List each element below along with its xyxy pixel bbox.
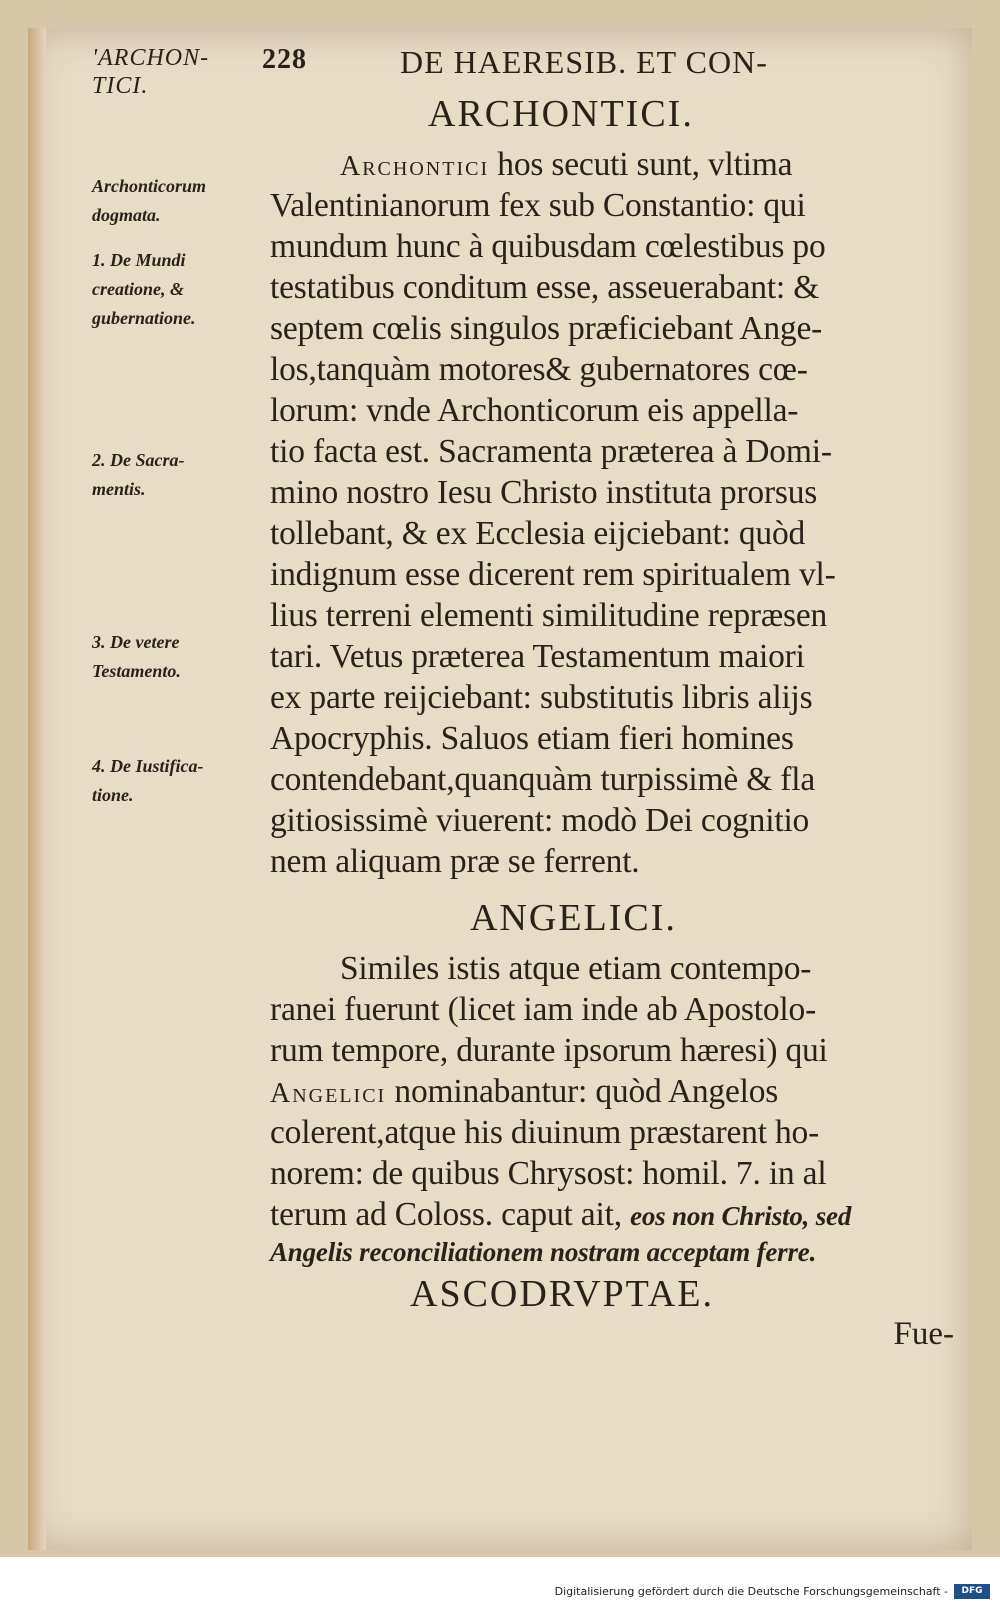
catchword: Fue- bbox=[893, 1316, 954, 1352]
margin-title: 'ARCHON- TICI. bbox=[92, 45, 210, 99]
marginal-line: creatione, & bbox=[92, 279, 184, 299]
marginal-line: gubernatione. bbox=[92, 308, 196, 328]
text-line bbox=[340, 146, 792, 184]
section-title-angelici: ANGELICI. bbox=[470, 897, 677, 939]
footer-bar bbox=[0, 1557, 1000, 1605]
italic-quote-line: Angelis reconciliationem nostram acceptam ferre. bbox=[270, 1237, 817, 1267]
text-line: lorum: vnde Archonticorum eis appella- bbox=[270, 392, 799, 429]
text-line bbox=[270, 1073, 778, 1111]
dfg-logo: DFG bbox=[954, 1584, 990, 1599]
text-line: ex parte reijciebant: substitutis libris alijs bbox=[270, 679, 813, 716]
text-line: colerent,atque his diuinum præstarent ho- bbox=[270, 1114, 820, 1151]
text-line: gitiosissimè viuerent: modò Dei cognitio bbox=[270, 802, 810, 839]
text-line: septem cœlis singulos præficiebant Ange- bbox=[270, 310, 823, 347]
text-line: indignum esse dicerent rem spiritualem vl- bbox=[270, 556, 836, 593]
section-title-ascodruptae: ASCODRVPTAE. bbox=[410, 1273, 715, 1315]
text-line: norem: de quibus Chrysost: homil. 7. in al bbox=[270, 1155, 827, 1192]
marginal-note bbox=[92, 752, 204, 810]
text-line: nem aliquam præ se ferrent. bbox=[270, 843, 640, 880]
smallcaps-lead: Archontici bbox=[340, 151, 490, 182]
section-title-archontici: ARCHONTICI. bbox=[428, 93, 694, 135]
text-line: mino nostro Iesu Christo instituta prorsus bbox=[270, 474, 818, 511]
marginal-line: 1. De Mundi bbox=[92, 250, 186, 270]
marginal-line: Testamento. bbox=[92, 661, 181, 681]
text-line: lius terreni elementi similitudine repræsen bbox=[270, 597, 828, 634]
text-line: Apocryphis. Saluos etiam fieri homines bbox=[270, 720, 794, 757]
smallcaps-lead: Angelici bbox=[270, 1078, 387, 1109]
text-line: tollebant, & ex Ecclesia eijciebant: quòd bbox=[270, 515, 806, 552]
text-line: rum tempore, durante ipsorum hæresi) qui bbox=[270, 1032, 828, 1069]
text-line: Similes istis atque etiam contempo- bbox=[340, 950, 812, 987]
funding-credit: Digitalisierung gefördert durch die Deutsche Forschungsgemeinschaft - bbox=[554, 1585, 948, 1598]
text-line: Valentinianorum fex sub Constantio: qui bbox=[270, 187, 806, 224]
marginal-line: dogmata. bbox=[92, 205, 161, 225]
marginal-note bbox=[92, 246, 196, 333]
marginal-line: 3. De vetere bbox=[92, 632, 180, 652]
text-line: ranei fuerunt (licet iam inde ab Apostolo- bbox=[270, 991, 817, 1028]
text-span: terum ad Coloss. caput ait, bbox=[270, 1196, 622, 1233]
text-line: mundum hunc à quibusdam cœlestibus po bbox=[270, 228, 826, 265]
text-line: testatibus conditum esse, asseuerabant: & bbox=[270, 269, 820, 306]
marginal-note bbox=[92, 628, 181, 686]
marginal-line: 2. De Sacra- bbox=[92, 450, 185, 470]
marginal-line: 4. De Iustifica- bbox=[92, 756, 204, 776]
running-title: DE HAERESIB. ET CON- bbox=[400, 44, 768, 80]
italic-quote: eos non Christo, sed bbox=[630, 1201, 852, 1231]
text-line: contendebant,quanquàm turpissimè & fla bbox=[270, 761, 816, 798]
marginal-line: tione. bbox=[92, 785, 134, 805]
marginal-note bbox=[92, 446, 185, 504]
page-number: 228 bbox=[262, 44, 307, 75]
text-line bbox=[270, 1196, 851, 1234]
page-edge bbox=[28, 28, 46, 1550]
text-span: nominabantur: quòd Angelos bbox=[394, 1073, 779, 1110]
text-line: los,tanquàm motores& gubernatores cœ- bbox=[270, 351, 808, 388]
text-span: hos secuti sunt, vltima bbox=[497, 146, 793, 183]
marginal-line: Archonticorum bbox=[92, 176, 207, 196]
text-line: tari. Vetus præterea Testamentum maiori bbox=[270, 638, 805, 675]
marginal-note bbox=[92, 172, 206, 230]
marginal-line: mentis. bbox=[92, 479, 146, 499]
text-line: tio facta est. Sacramenta præterea à Domi- bbox=[270, 433, 832, 470]
